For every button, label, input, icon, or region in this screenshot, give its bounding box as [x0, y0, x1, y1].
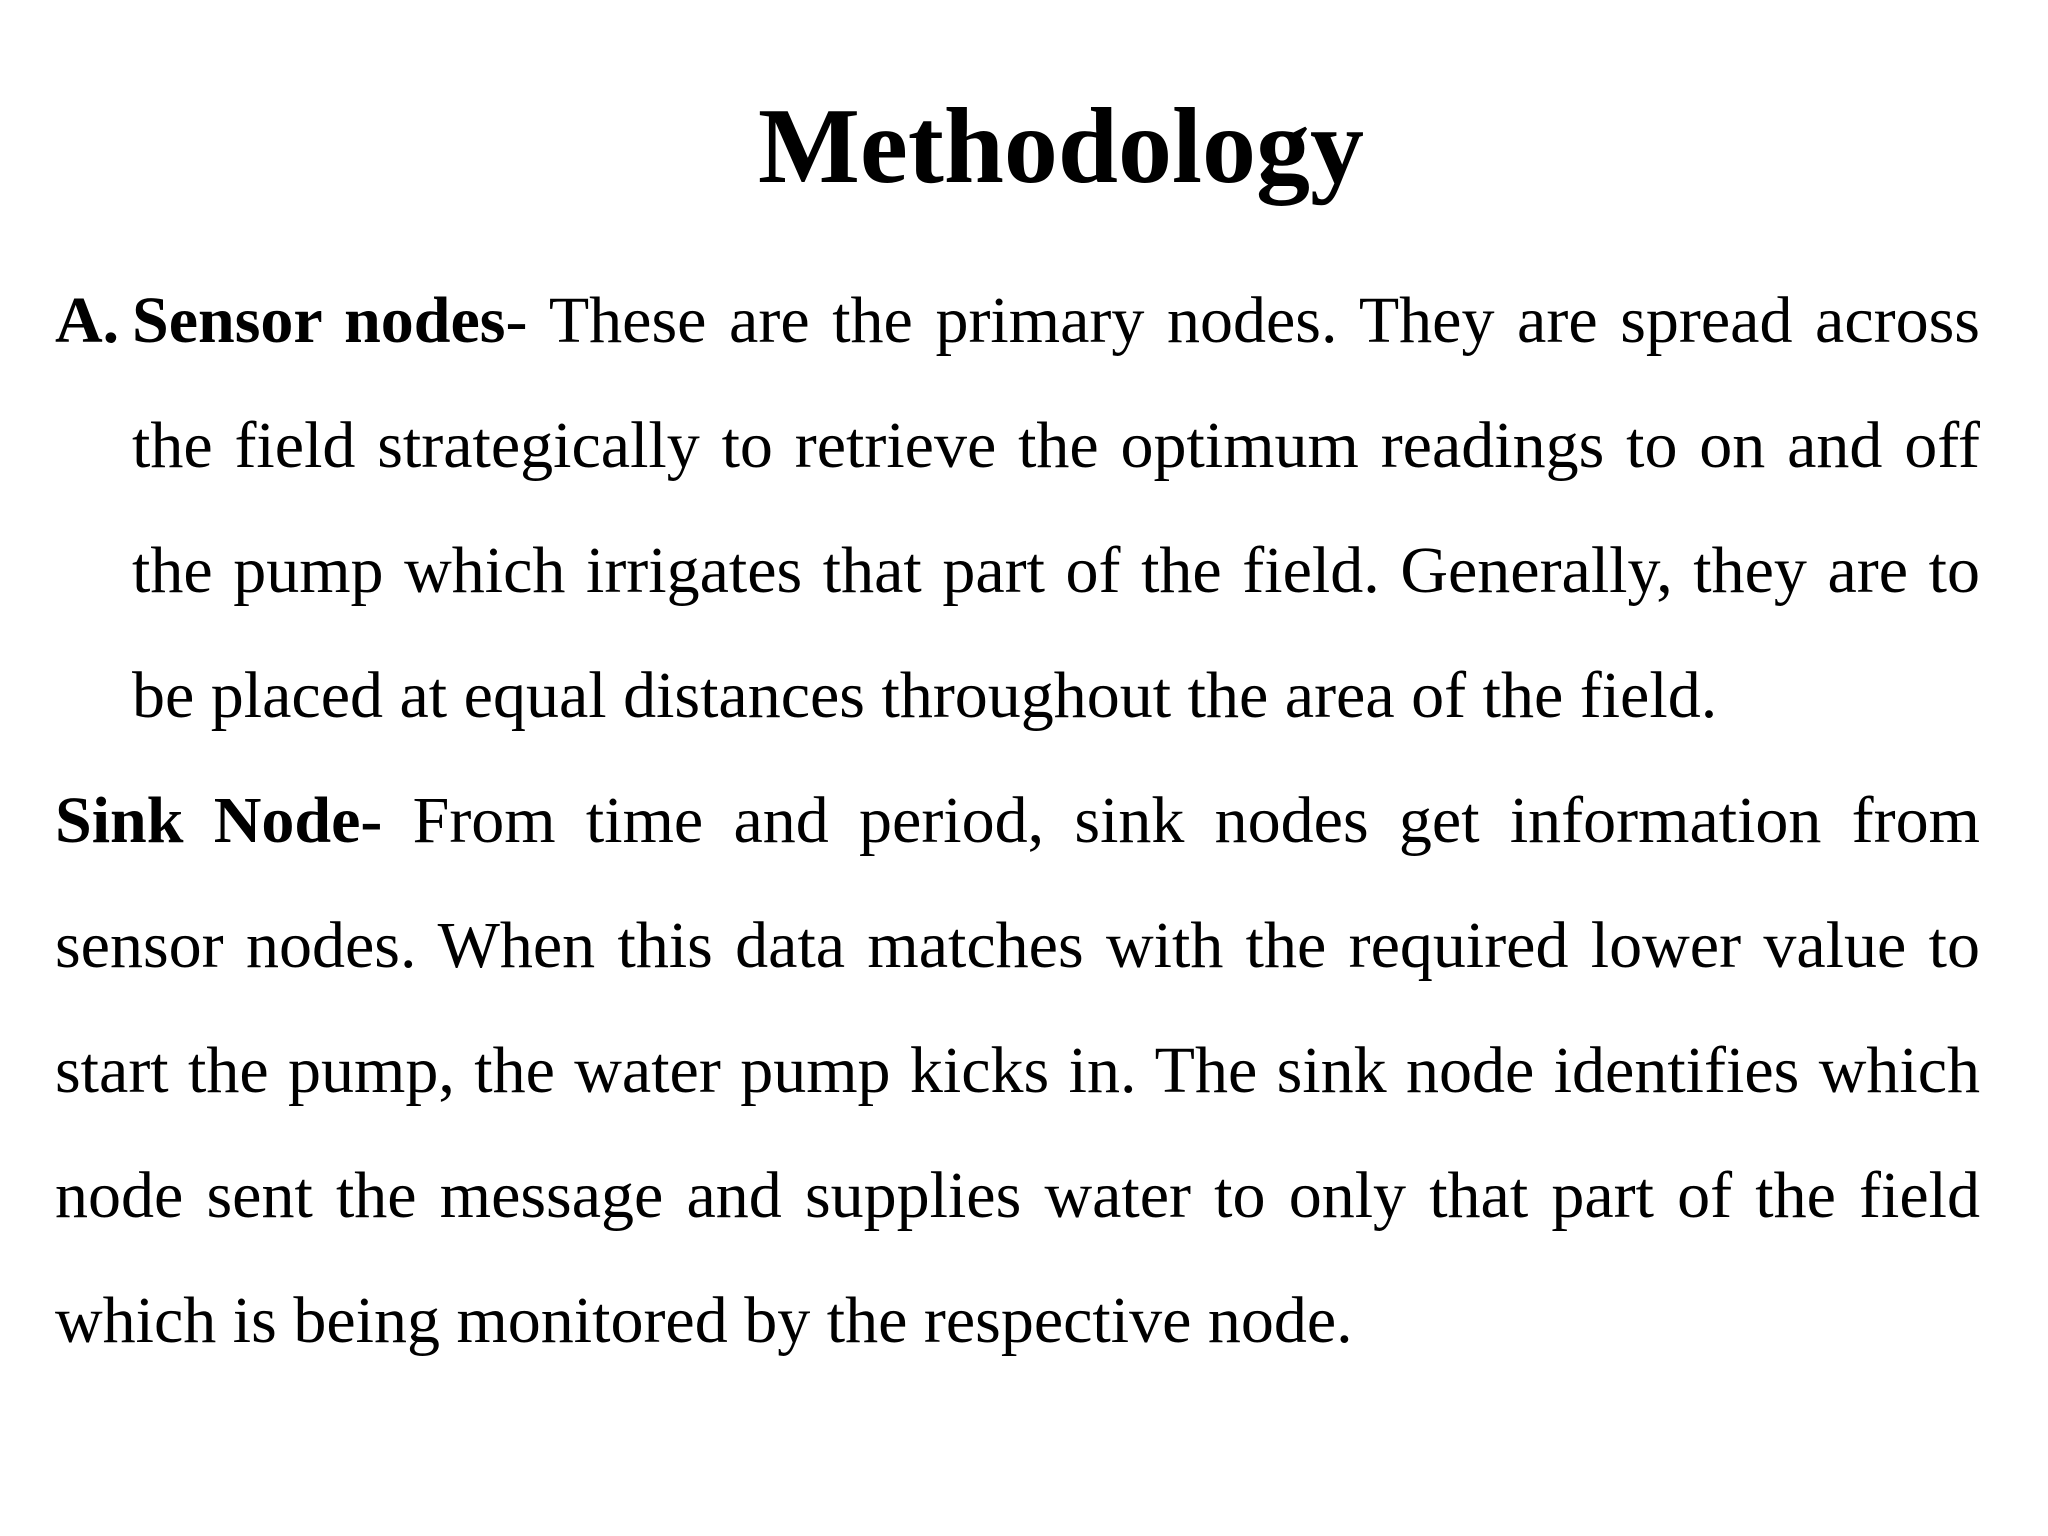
sink-node-paragraph — [55, 758, 1980, 1383]
page-title: Methodology — [758, 87, 1364, 206]
list-marker: A. — [55, 284, 120, 357]
sensor-nodes-item — [55, 258, 1980, 758]
sensor-nodes-term: Sensor nodes — [132, 284, 506, 357]
sink-node-text: From time and period, sink nodes get information from sensor nodes. When this data matches with the required lower value to start the pump, the water pump kicks in. The sink node identifies which node sent the message and supplies water to only that part of the field which is being monitored by the respective node. — [55, 784, 1980, 1357]
sensor-nodes-separator: - — [505, 284, 528, 357]
sensor-nodes-text: These are the primary nodes. They are spread across the field strategically to retrieve the optimum readings to on and off the pump which irrigates that part of the field. Generally, they are to be placed at equal distances throughout the area of the field. — [132, 284, 1980, 732]
sink-node-term: Sink Node- — [55, 784, 383, 857]
slide-body — [55, 258, 1980, 1383]
